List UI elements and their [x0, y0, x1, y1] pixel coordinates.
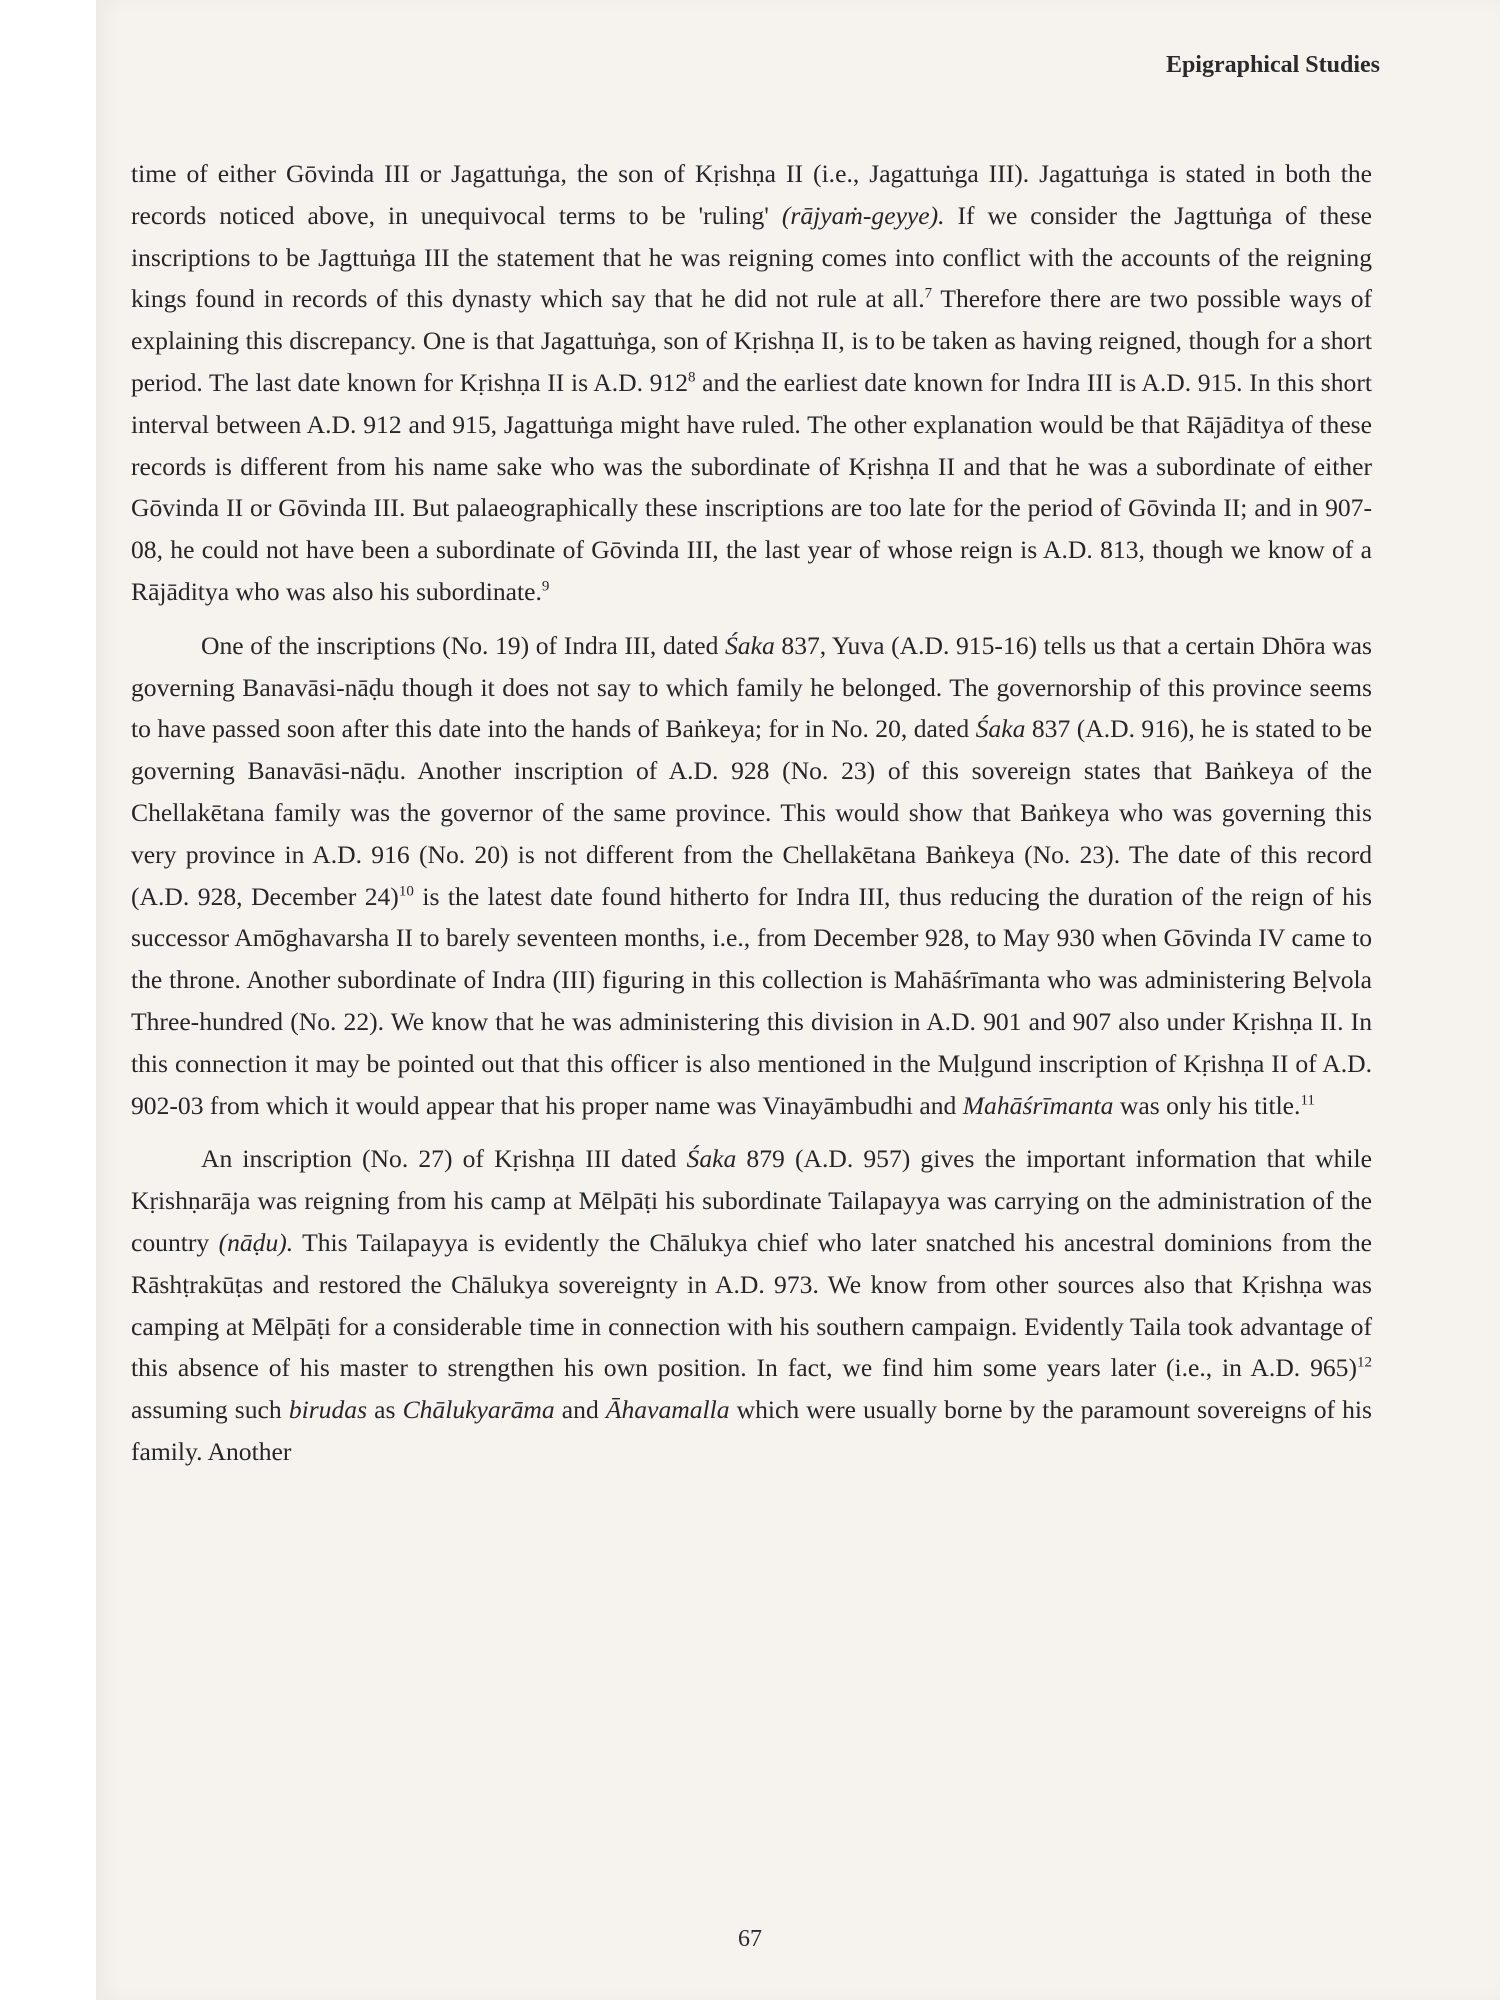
paragraph-3 [131, 1138, 1372, 1472]
footnote-ref: 11 [1300, 1092, 1315, 1108]
italic-term: Śaka [725, 630, 775, 660]
italic-term: Mahāśrīmanta [962, 1090, 1114, 1120]
text-run: which were usually borne by the paramount sovereigns of his family. Another [131, 1395, 1372, 1466]
paragraph-2 [131, 625, 1372, 1127]
text-run: time of either Gōvinda III or Jagattuṅga, the son of Kṛishṇa II (i.e., Jagattuṅga III). Jagattuṅga is stated in both the records noticed above, in unequivocal terms to be 'ruling' [131, 159, 1372, 230]
body-text [131, 153, 1372, 1473]
text-run: as [367, 1395, 403, 1425]
italic-term: Chālukyarāma [402, 1395, 555, 1425]
text-run: was only his title. [1113, 1090, 1301, 1120]
text-run: 837, Yuva (A.D. 915-16) tells us that a certain Dhōra was governing Banavāsi-nāḍu though it does not say to which family he belonged. The governorship of this province seems to have passed soon after this date into the hands of Baṅkeya; for in No. 20, dated [131, 630, 1372, 744]
page-number: 67 [738, 1926, 762, 1952]
text-run: and [554, 1395, 606, 1425]
italic-term: birudas [288, 1395, 368, 1425]
text-run: 837 (A.D. 916), he is stated to be governing Banavāsi-nāḍu. Another inscription of A.D. 928 (No. 23) of this sovereign states that Baṅkeya of the Chellakētana family was the governor of the same province. This would show that Baṅkeya who was governing this very province in A.D. 916 (No. 20) is not different from the Chellakētana Baṅkeya (No. 23). The date of this record (A.D. 928, December 24) [131, 714, 1373, 911]
text-run: This Tailapayya is evidently the Chālukya chief who later snatched his ancestral dominions from the Rāshṭrakūṭas and restored the Chālukya sovereignty in A.D. 973. We know from other sources also that Kṛishṇa was camping at Mēlpāṭi for a considerable time in connection with his southern campaign. Evidently Taila took advantage of this absence of his master to strengthen his own position. In fact, we find him some years later (i.e., in A.D. 965) [131, 1227, 1372, 1383]
italic-term: (nāḍu). [218, 1227, 294, 1257]
text-run: An inscription (No. 27) of Kṛishṇa III dated [201, 1144, 687, 1174]
footnote-ref: 10 [398, 883, 414, 900]
running-head: Epigraphical Studies [1165, 52, 1380, 78]
italic-term: Śaka [686, 1144, 737, 1174]
text-run: Therefore there are two possible ways of explaining this discrepancy. One is that Jagattuṅga, son of Kṛishṇa II, is to be taken as having reigned, though for a short period. The last date known for Kṛishṇa II is A.D. 912 [131, 284, 1373, 397]
footnote-ref: 9 [541, 578, 550, 595]
italic-term: Śaka [975, 714, 1026, 744]
footnote-ref: 8 [688, 369, 696, 386]
paragraph-1 [131, 153, 1372, 613]
italic-term: Āhavamalla [605, 1395, 730, 1425]
text-run: If we consider the Jagttuṅga of these inscriptions to be Jagttuṅga III the statement that he was reigning comes into conflict with the accounts of the reigning kings found in records of this dynasty which say that he did not rule at all. [131, 200, 1372, 314]
footnote-ref: 12 [1357, 1354, 1372, 1371]
text-run: 879 (A.D. 957) gives the important information that while Kṛishṇarāja was reigning from his camp at Mēlpāṭi his subordinate Tailapayya was carrying on the administration of the country [131, 1144, 1372, 1257]
text-run: and the earliest date known for Indra III is A.D. 915. In this short interval between A.D. 912 and 915, Jagattuṅga might have ruled. The other explanation would be that Rājāditya of these records is different from his name sake who was the subordinate of Kṛishṇa II and that he was a subordinate of either Gōvinda II or Gōvinda III. But palaeographically these inscriptions are too late for the period of Gōvinda II; and in 907-08, he could not have been a subordinate of Gōvinda III, the last year of whose reign is A.D. 813, though we know of a Rājāditya who was also his subordinate. [131, 367, 1372, 606]
text-run: One of the inscriptions (No. 19) of Indra III, dated [201, 630, 725, 660]
text-run: assuming such [131, 1395, 289, 1425]
footnote-ref: 7 [924, 285, 933, 302]
italic-term: (rājyaṁ-geyye). [781, 200, 945, 230]
text-run: is the latest date found hitherto for Indra III, thus reducing the duration of the reign of his successor Amōghavarsha II to barely seventeen months, i.e., from December 928, to May 930 when Gōvinda IV came to the throne. Another subordinate of Indra (III) figuring in this collection is Mahāśrīmanta who was administering Beḷvola Three-hundred (No. 22). We know that he was administering this division in A.D. 901 and 907 also under Kṛishṇa II. In this connection it may be pointed out that this officer is also mentioned in the Muḷgund inscription of Kṛishṇa II of A.D. 902-03 from which it would appear that his proper name was Vinayāmbudhi and [131, 881, 1372, 1120]
